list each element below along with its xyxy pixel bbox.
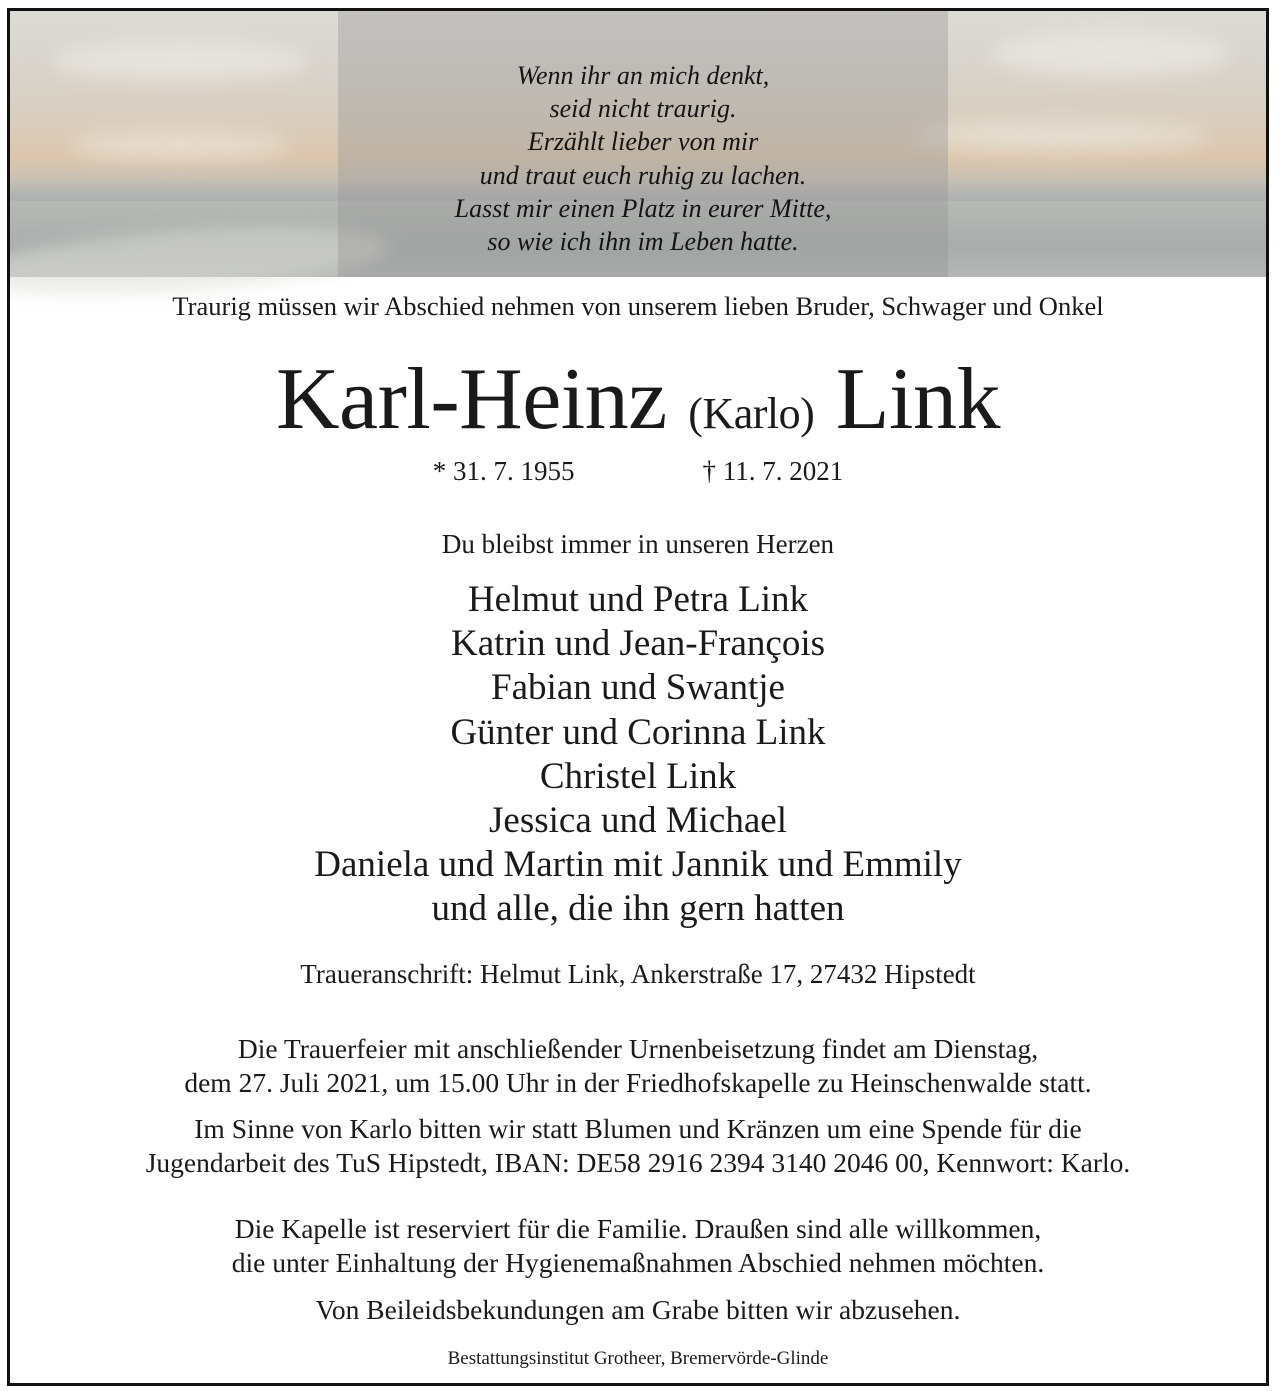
quote-line: so wie ich ihn im Leben hatte. [487, 227, 799, 257]
mourning-address: Traueranschrift: Helmut Link, Ankerstraße 17, 27432 Hipstedt [300, 959, 976, 989]
mourner: Daniela und Martin mit Jannik und Emmily [314, 844, 962, 886]
quote-line: Erzählt lieber von mir [527, 127, 759, 157]
mourners-list [10, 578, 1266, 932]
chapel-notice [10, 1212, 1266, 1280]
mourner: Fabian und Swantje [491, 667, 785, 709]
notice-line: Jugendarbeit des TuS Hipstedt, IBAN: DE58 2916 2394 3140 2046 00, Kennwort: Karlo. [145, 1147, 1131, 1178]
birth-date: * 31. 7. 1955 [432, 456, 575, 486]
quote-line: Wenn ihr an mich denkt, [516, 61, 770, 90]
notice-line: Im Sinne von Karlo bitten wir statt Blumen und Kränzen um eine Spende für die [194, 1113, 1082, 1144]
intro-text: Traurig müssen wir Abschied nehmen von unserem lieben Bruder, Schwager und Onkel [172, 291, 1104, 321]
mourner: Günter und Corinna Link [450, 711, 826, 753]
quote-line: Lasst mir einen Platz in eurer Mitte, [454, 193, 832, 223]
quote-line: und traut euch ruhig zu lachen. [479, 160, 807, 190]
donation-notice [10, 1112, 1266, 1180]
nickname: (Karlo) [688, 389, 815, 438]
first-name: Karl-Heinz [276, 351, 667, 448]
mourner: Helmut und Petra Link [467, 579, 809, 620]
notice-line: Die Trauerfeier mit anschließender Urnenbeisetzung findet am Dienstag, [237, 1033, 1039, 1064]
mourner: und alle, die ihn gern hatten [431, 888, 845, 930]
mourner: Christel Link [539, 755, 737, 797]
mourner: Katrin und Jean-François [450, 623, 825, 665]
undertaker-credit: Bestattungsinstitut Grotheer, Bremervörde-Glinde [447, 1348, 829, 1369]
death-date: † 11. 7. 2021 [702, 456, 844, 486]
condolences-notice: Von Beileidsbekundungen am Grabe bitten wir abzusehen. [315, 1294, 961, 1325]
life-dates [10, 456, 1266, 487]
motto: Du bleibst immer in unseren Herzen [441, 529, 835, 559]
notice-line: dem 27. Juli 2021, um 15.00 Uhr in der Friedhofskapelle zu Heinschenwalde statt. [184, 1067, 1092, 1098]
notice-line: die unter Einhaltung der Hygienemaßnahmen Abschied nehmen möchten. [231, 1247, 1045, 1278]
memorial-quote [338, 59, 948, 258]
quote-line: seid nicht traurig. [549, 94, 737, 124]
notice-line: Die Kapelle ist reserviert für die Familie. Draußen sind alle willkommen, [234, 1213, 1042, 1244]
mourner: Jessica und Michael [489, 800, 787, 842]
last-name: Link [835, 351, 1000, 448]
deceased-name [10, 345, 1266, 469]
ceremony-notice [10, 1032, 1266, 1100]
obituary-notice [7, 8, 1269, 1386]
